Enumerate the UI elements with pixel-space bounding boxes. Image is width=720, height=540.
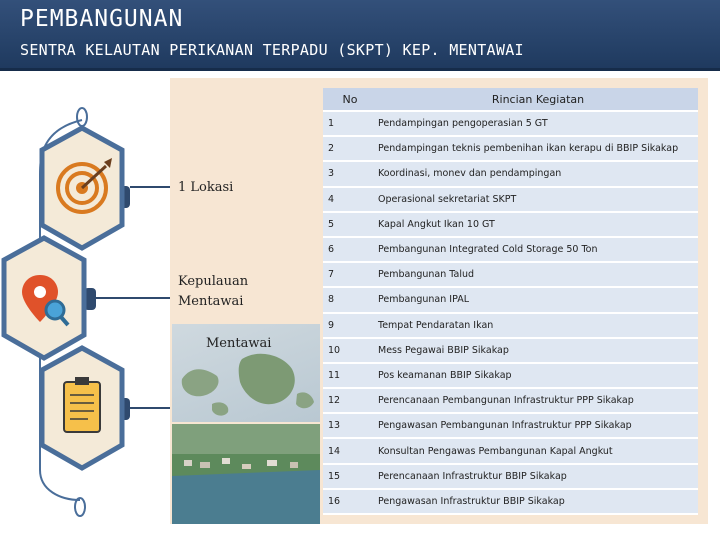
table-row [323, 438, 698, 463]
clipboard-icon [42, 348, 122, 468]
row-desc: Perencanaan Infrastruktur BBIP Sikakap [372, 464, 698, 489]
row-desc: Koordinasi, monev dan pendampingan [372, 161, 698, 186]
row-desc: Tempat Pendaratan Ikan [372, 313, 698, 338]
timeline-start-node [77, 108, 87, 126]
mentawai-map [172, 324, 320, 422]
row-desc: Pendampingan pengoperasian 5 GT [372, 111, 698, 136]
table-row [323, 287, 698, 312]
row-desc: Operasional sekretariat SKPT [372, 187, 698, 212]
table-row [323, 212, 698, 237]
row-no: 9 [323, 313, 372, 338]
table-row [323, 111, 698, 136]
row-desc: Pos keamanan BBIP Sikakap [372, 363, 698, 388]
map-label: Mentawai [206, 336, 272, 351]
header-bar [0, 0, 720, 71]
table-row [323, 136, 698, 161]
row-desc: Pengawasan Pembangunan Infrastruktur PPP Sikakap [372, 413, 698, 438]
row-no: 16 [323, 489, 372, 514]
page-subtitle: SENTRA KELAUTAN PERIKANAN TERPADU (SKPT) KEP. MENTAWAI [20, 41, 524, 59]
row-desc: Pembangunan Talud [372, 262, 698, 287]
table-row [323, 388, 698, 413]
lokasi-count: 1 Lokasi [178, 180, 234, 195]
table-row [323, 338, 698, 363]
kegiatan-table [323, 88, 698, 515]
row-no: 12 [323, 388, 372, 413]
table-row [323, 262, 698, 287]
table-row [323, 237, 698, 262]
lokasi-name: Kepulauan Mentawai [178, 274, 249, 309]
table-row [323, 489, 698, 514]
row-no: 14 [323, 438, 372, 463]
row-desc: Pengawasan Infrastruktur BBIP Sikakap [372, 489, 698, 514]
page-title: PEMBANGUNAN [20, 6, 184, 32]
row-no: 3 [323, 161, 372, 186]
row-desc: Pendampingan teknis pembenihan ikan kerapu di BBIP Sikakap [372, 136, 698, 161]
row-no: 15 [323, 464, 372, 489]
row-no: 10 [323, 338, 372, 363]
row-desc: Konsultan Pengawas Pembangunan Kapal Angkut [372, 438, 698, 463]
table-row [323, 464, 698, 489]
row-no: 8 [323, 287, 372, 312]
map-pin-search-icon [4, 238, 84, 358]
row-desc: Kapal Angkut Ikan 10 GT [372, 212, 698, 237]
table-row [323, 161, 698, 186]
row-desc: Mess Pegawai BBIP Sikakap [372, 338, 698, 363]
table-row [323, 363, 698, 388]
col-header-no: No [323, 88, 372, 111]
icon-timeline [0, 70, 175, 530]
table-header-row [323, 88, 698, 111]
row-desc: Pembangunan Integrated Cold Storage 50 Ton [372, 237, 698, 262]
table-row [323, 313, 698, 338]
photo-image [172, 424, 320, 524]
row-no: 13 [323, 413, 372, 438]
row-desc: Perencanaan Pembangunan Infrastruktur PPP Sikakap [372, 388, 698, 413]
row-no: 4 [323, 187, 372, 212]
row-no: 1 [323, 111, 372, 136]
row-no: 2 [323, 136, 372, 161]
row-no: 5 [323, 212, 372, 237]
row-desc: Pembangunan IPAL [372, 287, 698, 312]
table-row [323, 187, 698, 212]
row-no: 7 [323, 262, 372, 287]
target-icon [42, 128, 122, 248]
table-row [323, 413, 698, 438]
row-no: 6 [323, 237, 372, 262]
col-header-rincian: Rincian Kegiatan [372, 88, 698, 111]
harbor-photo [172, 424, 320, 524]
row-no: 11 [323, 363, 372, 388]
